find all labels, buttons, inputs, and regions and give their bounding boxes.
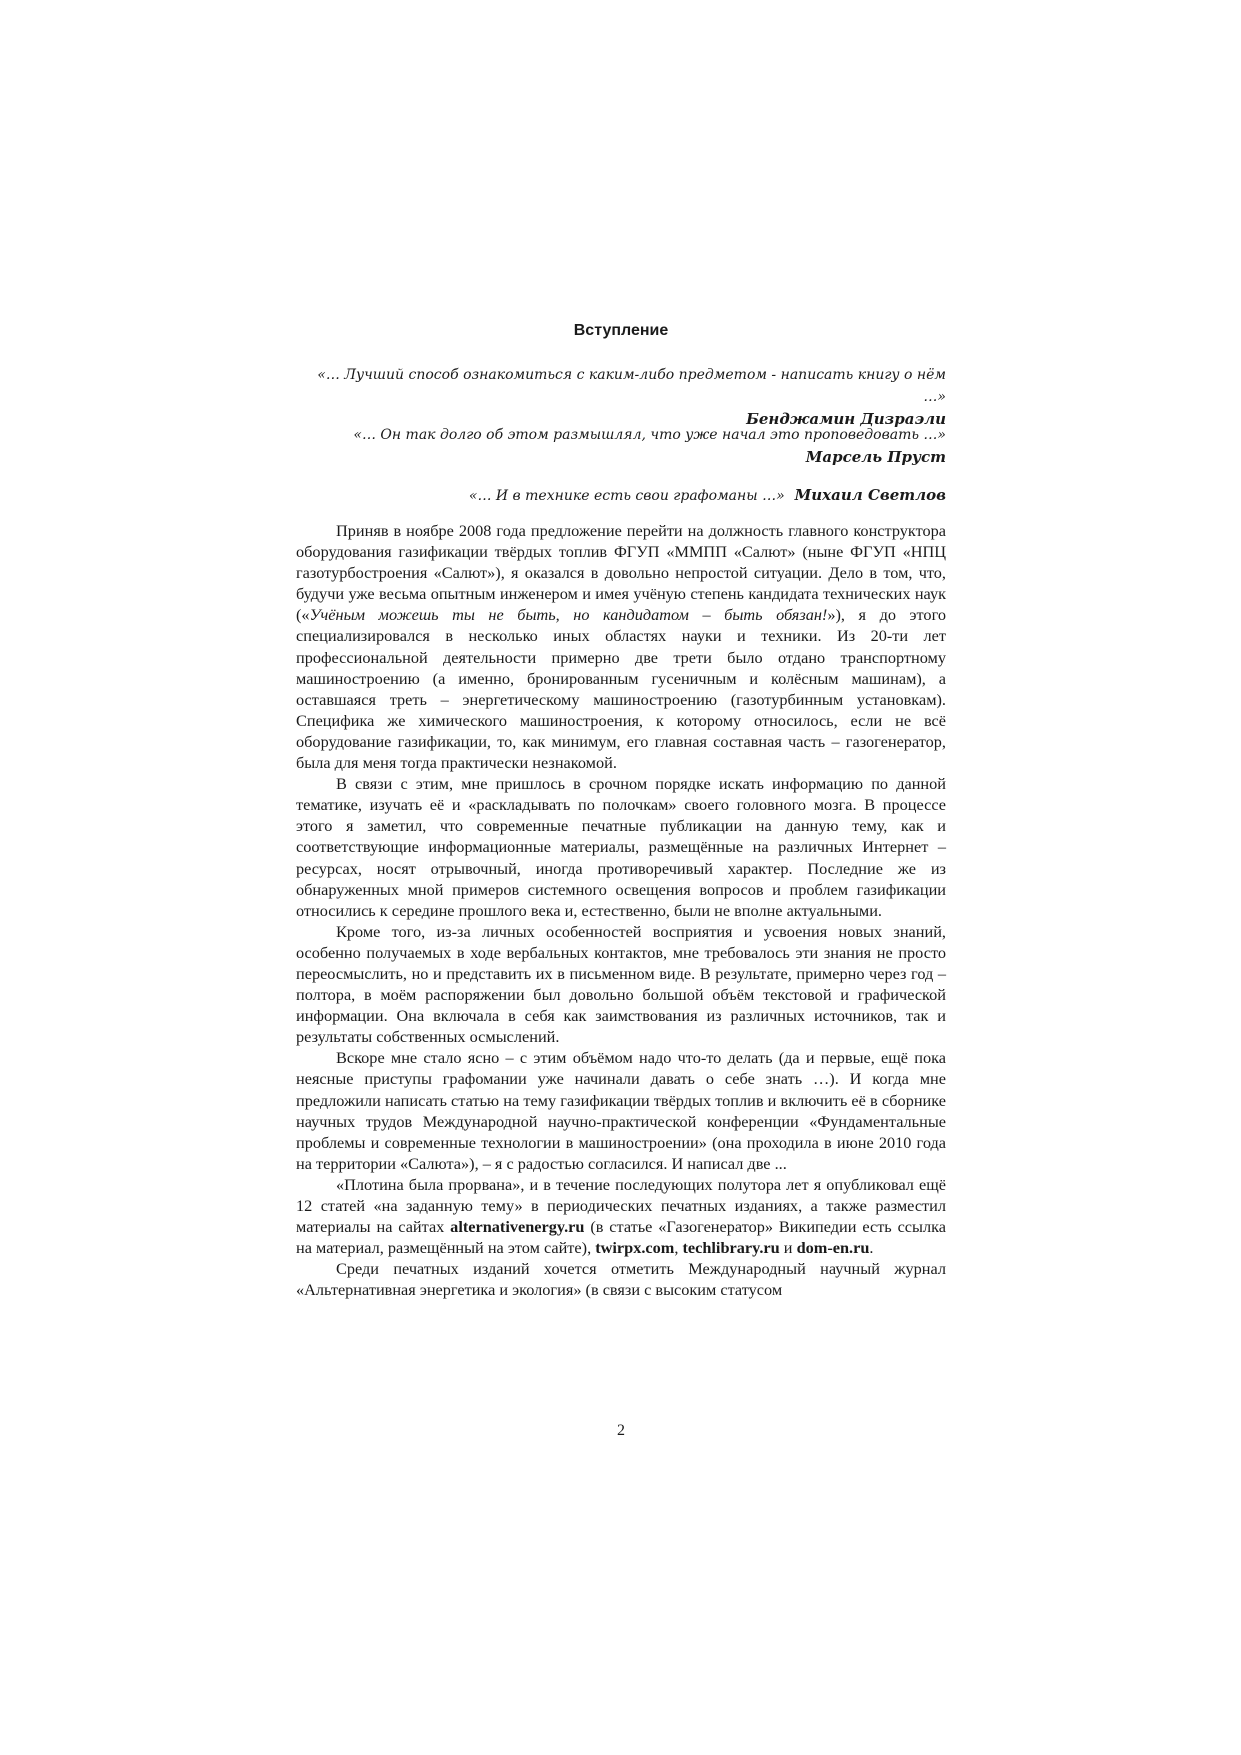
epigraph-quote: «… И в технике есть свои графоманы …» [468, 488, 785, 504]
site-twirpx: twirpx.com [595, 1238, 675, 1258]
paragraph-2: В связи с этим, мне пришлось в срочном порядке искать информацию по данной тематике, изучать её и «раскладывать по полочкам» своего головного мозга. В процессе этого я заметил, что современные печатные публикации на данную тему, как и соответствующие информационные материалы, размещённые на различных Интернет – ресурсах, носят отрывочный, иногда противоречивый характер. Последние же из обнаруженных мной примеров системного освещения вопросов и проблем газификации относились к середине прошлого века и, естественно, были не вполне актуальными. [296, 774, 946, 920]
epigraph-disraeli [296, 364, 946, 430]
paragraph-5: «Плотина была прорвана», и в течение последующих полутора лет я опубликовал ещё 12 статей «на заданную тему» в периодических печатных изданиях, а также разместил материалы на сайтах alternativenergy.ru (в статье «Газогенератор» Википедии есть ссылка на материал, размещённый на этом сайте), twirpx.com, techlibrary.ru и dom-en.ru. [296, 1174, 946, 1258]
site-techlibrary: techlibrary.ru [682, 1238, 780, 1258]
epigraph-quote: «… Он так долго об этом размышлял, что уже начал это проповедовать …» [353, 427, 946, 443]
epigraph-proust [296, 424, 946, 468]
epigraph-quote: «… Лучший способ ознакомиться с каким-либо предметом - написать книгу о нём …» [317, 367, 946, 405]
epigraph-author: Марсель Пруст [805, 448, 946, 466]
paragraph-1: Приняв в ноябре 2008 года предложение перейти на должность главного конструктора оборудования газификации твёрдых топлив ФГУП «ММПП «Салют» (ныне ФГУП «НПЦ газотурбостроения «Салют»), я оказался в довольно непростой ситуации. Дело в том, что, будучи уже весьма опытным инженером и имея учёную степень кандидата технических наук («Учёным можешь ты не быть, но кандидатом – быть обязан!»), я до этого специализировался в несколько иных областях науки и техники. Из 20-ти лет профессиональной деятельности примерно две трети было отдано транспортному машиностроению (а именно, бронированным гусеничным и колёсным машинам), а оставшаяся треть – энергетическому машиностроению (газотурбинным установкам). Специфика же химического машиностроения, к которому относилось, если не всё оборудование газификации, то, как минимум, его главная составная часть – газогенератор, была для меня тогда практически незнакомой. [296, 521, 946, 773]
epigraph-svetlov [296, 484, 946, 507]
section-heading: Вступление [573, 322, 669, 339]
site-alternativenergy: alternativenergy.ru [450, 1217, 585, 1237]
body-text [296, 520, 946, 1300]
paragraph-3: Кроме того, из-за личных особенностей восприятия и усвоения новых знаний, особенно получаемых в ходе вербальных контактов, мне требовалось эти знания не просто переосмыслить, но и представить их в письменном виде. В результате, примерно через год – полтора, в моём распоряжении был довольно большой объём текстовой и графической информации. Она включала в себя как заимствования из различных источников, так и результаты собственных осмыслений. [296, 921, 946, 1047]
italic-quote: Учёным можешь ты не быть, но кандидатом – быть обязан! [309, 605, 828, 625]
paragraph-6: Среди печатных изданий хочется отметить Международный научный журнал «Альтернативная энергетика и экология» (в связи с высоким статусом [296, 1259, 946, 1300]
epigraph-author: Бенджамин Дизраэли [746, 410, 946, 428]
site-dom-en: dom-en.ru [796, 1238, 870, 1258]
epigraph-author: Михаил Светлов [794, 486, 946, 504]
paragraph-4: Вскоре мне стало ясно – с этим объёмом надо что-то делать (да и первые, ещё пока неясные приступы графомании уже начинали давать о себе знать …). И когда мне предложили написать статью на тему газификации твёрдых топлив и включить её в сборнике научных трудов Международной научно-практической конференции «Фундаментальные проблемы и современные технологии в машиностроении» (она проходила в июне 2010 года на территории «Салюта»), – я с радостью согласился. И написал две ... [296, 1048, 946, 1173]
page-number: 2 [617, 1422, 625, 1439]
